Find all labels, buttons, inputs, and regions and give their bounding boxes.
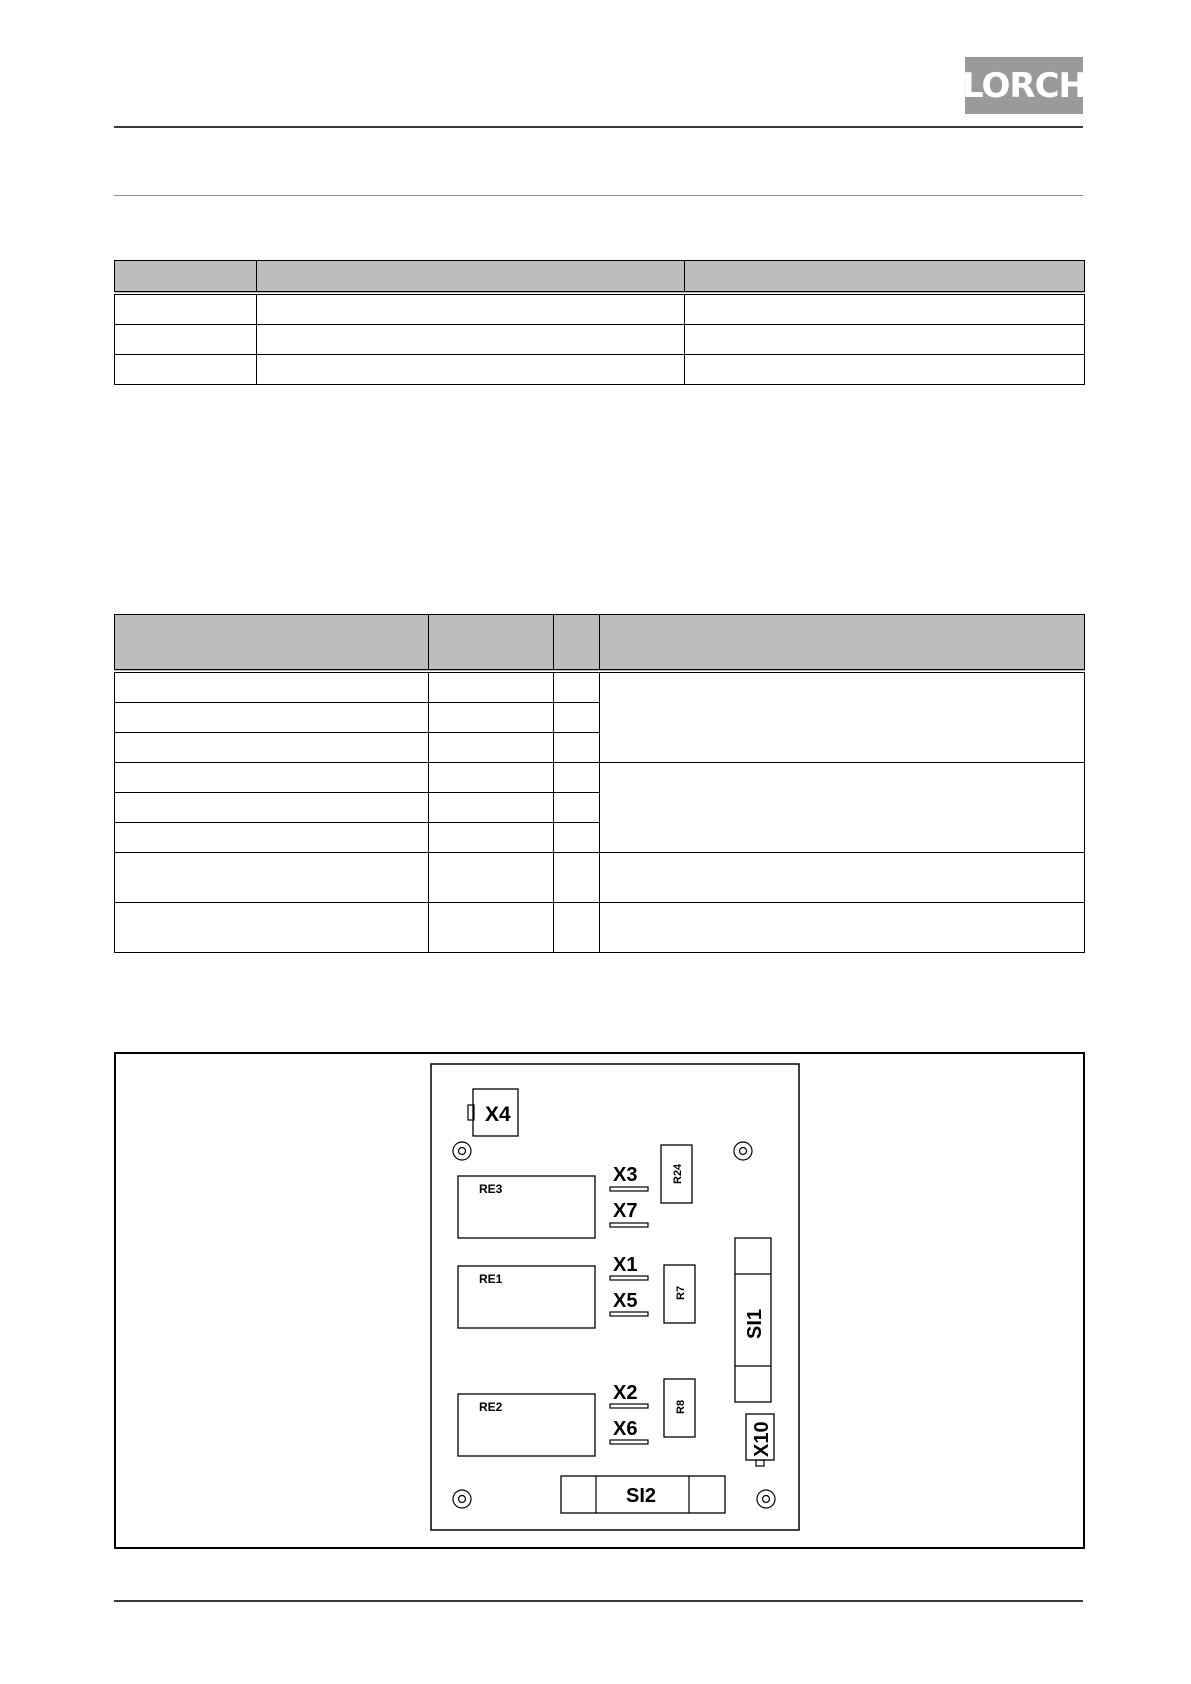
- connector-x10-tab: [756, 1460, 764, 1466]
- table-cell: [429, 703, 554, 733]
- table-row: [115, 763, 1085, 793]
- x7-label: X7: [613, 1200, 638, 1222]
- table-cell: [685, 293, 1085, 325]
- table-cell: [600, 903, 1085, 953]
- footer-rule: [114, 1600, 1083, 1602]
- x4-label: X4: [485, 1103, 511, 1126]
- x6-label: X6: [613, 1418, 638, 1440]
- table-cell: [554, 671, 600, 703]
- merged-description-cell: [600, 671, 1085, 763]
- table-cell: [429, 903, 554, 953]
- table-cell: [115, 325, 257, 355]
- table-cell: [115, 355, 257, 385]
- table-cell: [429, 733, 554, 763]
- header-rule: [114, 126, 1083, 128]
- mounting-hole-inner: [763, 1496, 770, 1503]
- jumper-x7: [610, 1223, 648, 1227]
- logo-text: LORCH: [962, 65, 1086, 106]
- table-cell: [685, 355, 1085, 385]
- table-2-header-cell: [554, 615, 600, 672]
- table-2: [114, 614, 1085, 953]
- table-cell: [115, 823, 429, 853]
- r24-label: R24: [672, 1163, 684, 1184]
- mounting-hole-inner: [740, 1148, 747, 1155]
- table-cell: [115, 671, 429, 703]
- table-1-header-cell: [115, 261, 257, 294]
- table-cell: [429, 853, 554, 903]
- mounting-hole-inner: [459, 1148, 466, 1155]
- table-cell: [115, 763, 429, 793]
- table-cell: [554, 823, 600, 853]
- table-cell: [115, 293, 257, 325]
- table-1-header-row: [115, 261, 1085, 294]
- table-cell: [554, 903, 600, 953]
- table-cell: [115, 853, 429, 903]
- pcb-diagram: [116, 1054, 1083, 1547]
- table-cell: [600, 853, 1085, 903]
- mounting-hole: [453, 1490, 471, 1508]
- mounting-holes: [453, 1142, 775, 1508]
- table-row: [115, 293, 1085, 325]
- r8-label: R8: [675, 1399, 687, 1414]
- table-2-header-cell: [115, 615, 429, 672]
- table-cell: [115, 793, 429, 823]
- table-cell: [429, 793, 554, 823]
- table-cell: [115, 903, 429, 953]
- table-2-header-row: [115, 615, 1085, 672]
- table-row: [115, 853, 1085, 903]
- table-1: [114, 260, 1085, 385]
- mounting-hole: [757, 1490, 775, 1508]
- jumper-x5: [610, 1312, 648, 1316]
- table-cell: [257, 325, 685, 355]
- merged-description-cell: [600, 763, 1085, 853]
- jumper-x3: [610, 1187, 648, 1191]
- table-row: [115, 355, 1085, 385]
- table-1-header-cell: [685, 261, 1085, 294]
- jumper-x2: [610, 1404, 648, 1408]
- table-2-header-cell: [600, 615, 1085, 672]
- table-cell: [554, 703, 600, 733]
- table-cell: [257, 355, 685, 385]
- re1-label: RE1: [479, 1272, 503, 1286]
- table-cell: [554, 793, 600, 823]
- table-cell: [429, 763, 554, 793]
- table-row: [115, 903, 1085, 953]
- re3-label: RE3: [479, 1182, 503, 1196]
- table-row: [115, 671, 1085, 703]
- table-1-header-cell: [257, 261, 685, 294]
- x10-label: X10: [751, 1421, 773, 1457]
- mounting-hole: [453, 1142, 471, 1160]
- table-cell: [554, 763, 600, 793]
- table-cell: [115, 703, 429, 733]
- table-cell: [554, 853, 600, 903]
- x3-label: X3: [613, 1164, 638, 1186]
- r7-label: R7: [675, 1285, 687, 1300]
- jumper-x1: [610, 1276, 648, 1280]
- mounting-hole-inner: [459, 1496, 466, 1503]
- x5-label: X5: [613, 1290, 638, 1312]
- x2-label: X2: [613, 1382, 638, 1404]
- lorch-logo: [962, 57, 1086, 114]
- x1-label: X1: [613, 1254, 638, 1276]
- table-cell: [257, 293, 685, 325]
- pcb-figure: [114, 1052, 1085, 1549]
- table-row: [115, 325, 1085, 355]
- table-cell: [429, 823, 554, 853]
- mounting-hole: [734, 1142, 752, 1160]
- si2-label: SI2: [626, 1485, 657, 1507]
- table-cell: [429, 671, 554, 703]
- table-cell: [685, 325, 1085, 355]
- title-rule: [114, 195, 1083, 196]
- si1-label: SI1: [744, 1308, 766, 1339]
- jumper-x6: [610, 1440, 648, 1444]
- table-cell: [554, 733, 600, 763]
- table-2-header-cell: [429, 615, 554, 672]
- re2-label: RE2: [479, 1400, 503, 1414]
- table-cell: [115, 733, 429, 763]
